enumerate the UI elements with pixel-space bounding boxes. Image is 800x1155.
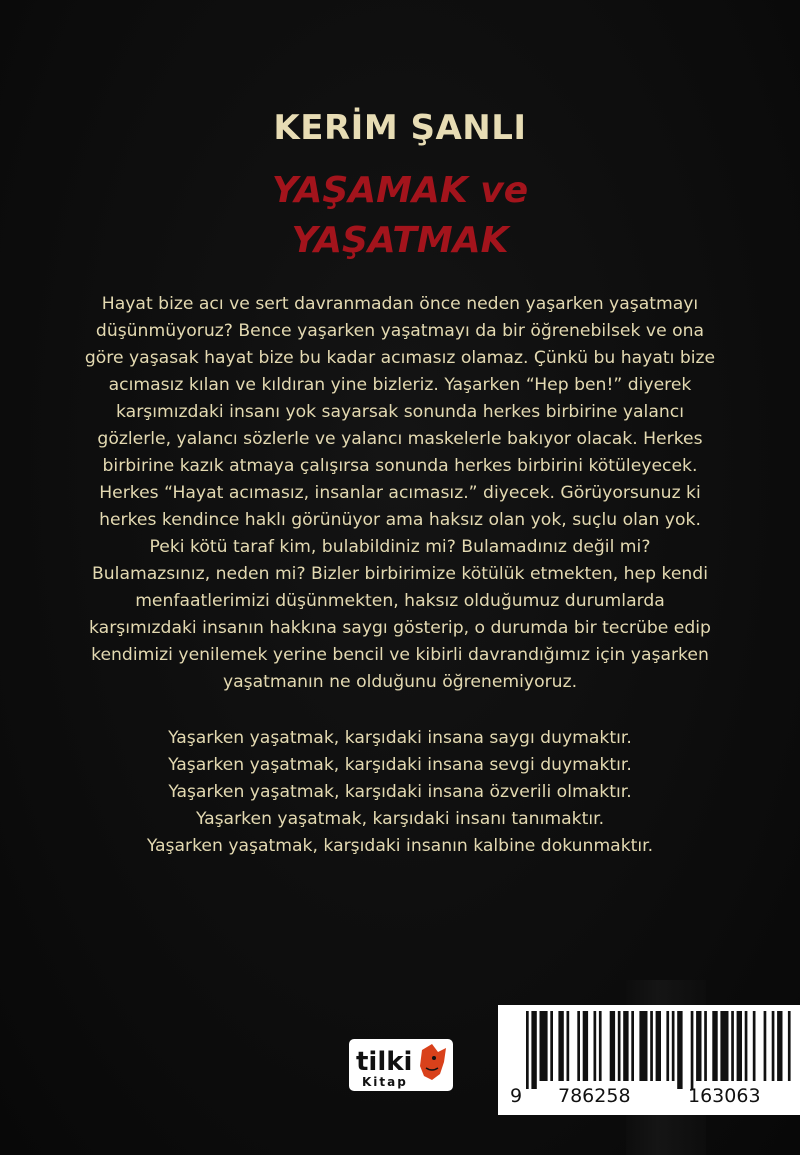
book-title-line-2: YAŞATMAK bbox=[291, 220, 509, 261]
author-name: KERİM ŞANLI bbox=[273, 108, 527, 148]
isbn-number bbox=[498, 1083, 800, 1111]
barcode-bar bbox=[558, 1011, 563, 1081]
closing-statements bbox=[60, 725, 740, 860]
isbn-prefix: 9 bbox=[510, 1085, 523, 1107]
barcode-bar bbox=[610, 1011, 615, 1081]
barcode-bar bbox=[594, 1011, 597, 1081]
blurb-paragraph bbox=[60, 291, 740, 696]
isbn-group-1: 786258 bbox=[558, 1085, 631, 1107]
barcode-bar bbox=[691, 1011, 694, 1089]
barcode-bar bbox=[745, 1011, 748, 1081]
barcode-bar bbox=[540, 1011, 548, 1081]
barcode-bar bbox=[656, 1011, 661, 1081]
barcode-bar bbox=[650, 1011, 653, 1081]
blurb-line: Peki kötü taraf kim, bulabildiniz mi? Bulamadınız değil mi? bbox=[149, 537, 651, 557]
barcode-bar bbox=[696, 1011, 701, 1081]
barcode-bar bbox=[704, 1011, 707, 1081]
fox-logo-icon bbox=[348, 1036, 454, 1094]
barcode-bar bbox=[639, 1011, 647, 1081]
barcode-bar bbox=[737, 1011, 742, 1081]
publisher-name-bottom: Kitap bbox=[362, 1075, 408, 1089]
isbn-group-2: 163063 bbox=[688, 1085, 761, 1107]
barcode-bar bbox=[666, 1011, 669, 1081]
blurb-line: gözlerle, yalancı sözlerle ve yalancı maskelerle bakıyor olacak. Herkes bbox=[97, 429, 703, 449]
book-title-line-1: YAŞAMAK ve bbox=[271, 170, 529, 211]
blurb-line: karşımızdaki insanı yok sayarsak sonunda herkes birbirine yalancı bbox=[116, 402, 684, 422]
barcode-bar bbox=[567, 1011, 570, 1081]
blurb-line: birbirine kazık atmaya çalışırsa sonunda herkes birbirini kötüleyecek. bbox=[102, 456, 698, 476]
barcode-bar bbox=[618, 1011, 621, 1081]
blurb-line: Herkes “Hayat acımasız, insanlar acımasız.” diyecek. Görüyorsunuz ki bbox=[99, 483, 701, 503]
barcode-bar bbox=[577, 1011, 580, 1081]
barcode-bar bbox=[712, 1011, 717, 1081]
closing-line: Yaşarken yaşatmak, karşıdaki insana özverili olmaktır. bbox=[168, 782, 632, 802]
blurb-line: acımasız kılan ve kıldıran yine bizleriz. Yaşarken “Hep ben!” diyerek bbox=[108, 375, 692, 395]
closing-line: Yaşarken yaşatmak, karşıdaki insanın kalbine dokunmaktır. bbox=[146, 836, 654, 856]
blurb-line: yaşatmanın ne olduğunu öğrenemiyoruz. bbox=[222, 672, 578, 692]
barcode-bar bbox=[731, 1011, 734, 1081]
blurb-line: düşünmüyoruz? Bence yaşarken yaşatmayı da bir öğrenebilsek ve ona bbox=[95, 321, 705, 341]
barcode-bar bbox=[672, 1011, 675, 1081]
blurb-line: herkes kendince haklı görünüyor ama haksız olan yok, suçlu olan yok. bbox=[99, 510, 701, 530]
publisher-name-top: tilki bbox=[356, 1047, 413, 1077]
blurb-line: göre yaşasak hayat bize bu kadar acımasız olamaz. Çünkü bu hayatı bize bbox=[84, 348, 716, 368]
blurb-line: kendimizi yenilemek yerine bencil ve kibirli davrandığımız için yaşarken bbox=[91, 645, 709, 665]
barcode-bar bbox=[531, 1011, 536, 1089]
barcode-bar bbox=[631, 1011, 634, 1081]
barcode-bar bbox=[623, 1011, 628, 1081]
blurb-line: menfaatlerimizi düşünmekten, haksız olduğumuz durumlarda bbox=[135, 591, 665, 611]
closing-line: Yaşarken yaşatmak, karşıdaki insanı tanımaktır. bbox=[195, 809, 605, 829]
barcode-bar bbox=[677, 1011, 682, 1089]
barcode-bar bbox=[772, 1011, 775, 1081]
barcode-bar bbox=[583, 1011, 588, 1081]
barcode-bar bbox=[753, 1011, 756, 1081]
closing-line: Yaşarken yaşatmak, karşıdaki insana sevgi duymaktır. bbox=[168, 755, 632, 775]
barcode-bar bbox=[550, 1011, 553, 1081]
barcode-bar bbox=[526, 1011, 529, 1089]
publisher-logo bbox=[348, 1036, 454, 1094]
isbn-barcode bbox=[498, 1005, 800, 1115]
barcode-bar bbox=[764, 1011, 767, 1081]
barcode-bar bbox=[788, 1011, 791, 1081]
blurb-line: Bulamazsınız, neden mi? Bizler birbirimize kötülük etmekten, hep kendi bbox=[92, 564, 708, 584]
book-title bbox=[0, 166, 800, 266]
barcode-bar bbox=[720, 1011, 728, 1081]
closing-line: Yaşarken yaşatmak, karşıdaki insana saygı duymaktır. bbox=[168, 728, 632, 748]
barcode-bar bbox=[599, 1011, 602, 1081]
blurb-line: Hayat bize acı ve sert davranmadan önce neden yaşarken yaşatmayı bbox=[101, 294, 699, 314]
barcode-bar bbox=[777, 1011, 782, 1081]
blurb-line: karşımızdaki insanın hakkına saygı gösterip, o durumda bir tecrübe edip bbox=[89, 618, 711, 638]
